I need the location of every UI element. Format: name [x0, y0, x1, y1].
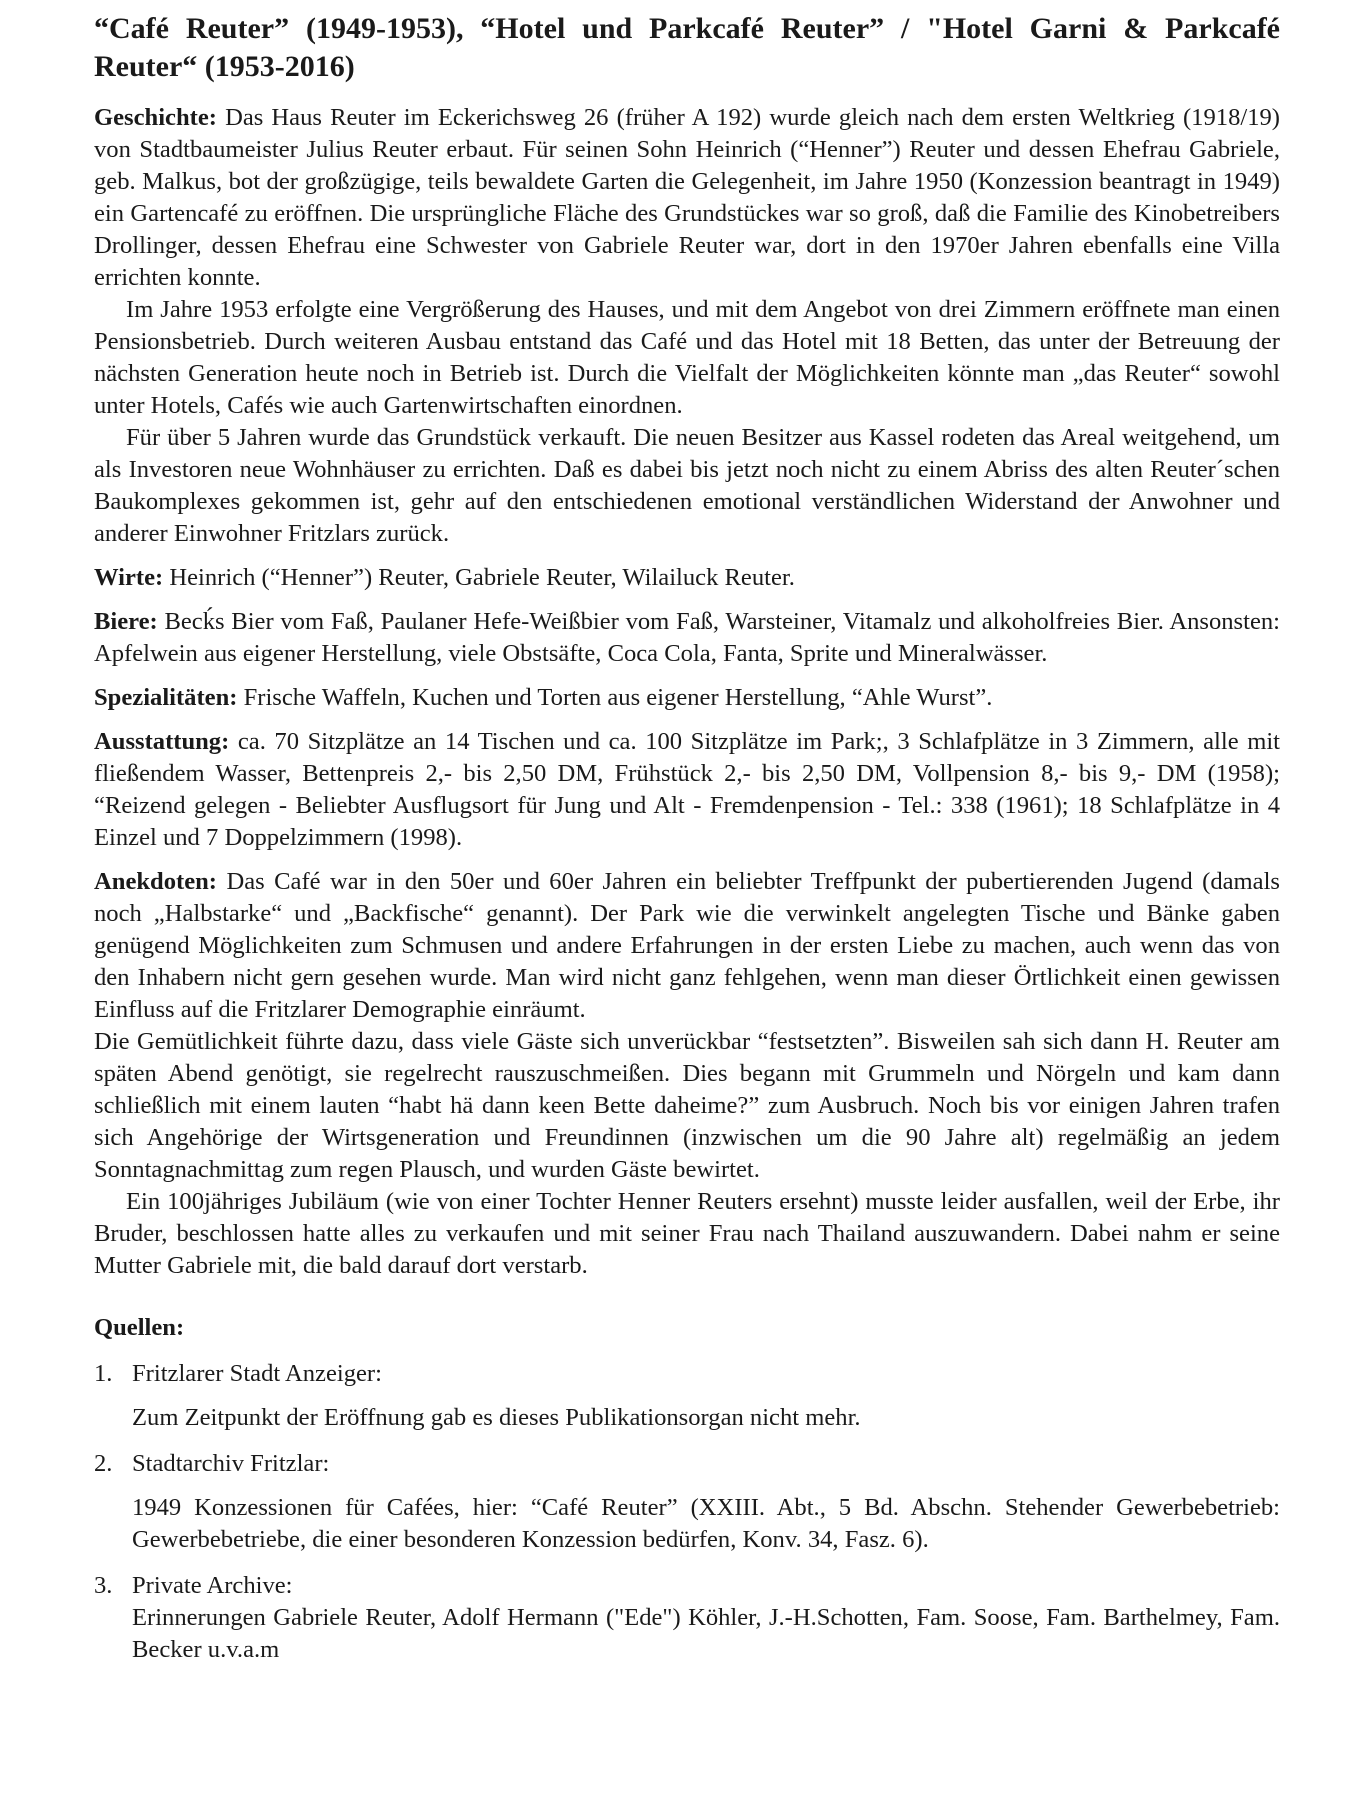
quellen-heading: Quellen:	[94, 1314, 185, 1341]
anekdoten-paragraph-2: Die Gemütlichkeit führte dazu, dass viele Gäste sich unverückbar “festsetzten”. Bisweilen sah sich dann H. Reuter am späten Abend genötigt, sie regelrecht rauszuschmeißen. Dies begann mit Grummeln und Nörgeln und kam dann schließlich mit einem lauten “habt hä dann keen Bette daheime?” zum Ausbruch. Noch bis vor einigen Jahren trafen sich Angehörige der Wirtsgeneration und Freundinnen (inzwischen um die 90 Jahre alt) regelmäßig an jedem Sonntagnachmittag zum regen Plausch, und wurden Gäste bewirtet.	[94, 1028, 1280, 1183]
ausstattung-label: Ausstattung:	[94, 728, 230, 755]
source-number: 3.	[94, 1572, 113, 1599]
ausstattung-text: ca. 70 Sitzplätze an 14 Tischen und ca. 100 Sitzplätze im Park;, 3 Schlafplätze in 3 Zimmern, alle mit fließendem Wasser, Bettenpreis 2,- bis 2,50 DM, Frühstück 2,- bis 2,50 DM, Vollpension 8,- bis 9,- DM (1958); “Reizend gelegen - Beliebter Ausflugsort für Jung und Alt - Fremdenpension - Tel.: 338 (1961); 18 Schlafplätze in 4 Einzel und 7 Doppelzimmern (1998).	[94, 728, 1280, 851]
section-spezialitaeten	[94, 682, 1280, 714]
spezialitaeten-label: Spezialitäten:	[94, 684, 238, 711]
section-biere	[94, 606, 1280, 670]
section-geschichte	[94, 102, 1280, 550]
source-detail: Erinnerungen Gabriele Reuter, Adolf Hermann ("Ede") Köhler, J.-H.Schotten, Fam. Soose, Fam. Barthelmey, Fam. Becker u.v.a.m	[132, 1604, 1280, 1663]
source-item	[94, 1570, 1280, 1666]
section-anekdoten	[94, 866, 1280, 1282]
anekdoten-text-1: Das Café war in den 50er und 60er Jahren ein beliebter Treffpunkt der pubertierenden Jugend (damals noch „Halbstarke“ und „Backfische“ genannt). Der Park wie die verwinkelt angelegten Tische und Bänke gaben genügend Möglichkeiten zum Schmusen und andere Erfahrungen in der ersten Liebe zu machen, auch wenn das von den Inhabern nicht gern gesehen wurde. Man wird nicht ganz fehlgehen, wenn man dieser Örtlichkeit einen gewissen Einfluss auf die Fritzlarer Demographie einräumt.	[94, 868, 1280, 1023]
spezialitaeten-text: Frische Waffeln, Kuchen und Torten aus eigener Herstellung, “Ahle Wurst”.	[243, 684, 993, 711]
geschichte-label: Geschichte:	[94, 104, 217, 131]
geschichte-paragraph-1	[94, 102, 1280, 294]
wirte-text: Heinrich (“Henner”) Reuter, Gabriele Reuter, Wilailuck Reuter.	[169, 564, 795, 591]
section-wirte	[94, 562, 1280, 594]
page-title: “Café Reuter” (1949-1953), “Hotel und Parkcafé Reuter” / "Hotel Garni & Parkcafé Reuter“ (1953-2016)	[94, 12, 1280, 83]
source-title: Private Archive:	[132, 1572, 293, 1599]
section-quellen	[94, 1312, 1280, 1666]
geschichte-paragraph-2: Im Jahre 1953 erfolgte eine Vergrößerung des Hauses, und mit dem Angebot von drei Zimmern eröffnete man einen Pensionsbetrieb. Durch weiteren Ausbau entstand das Café und das Hotel mit 18 Betten, das unter der Betreuung der nächsten Generation heute noch in Betrieb ist. Durch die Vielfalt der Möglichkeiten könnte man „das Reuter“ sowohl unter Hotels, Cafés wie auch Gartenwirtschaften einordnen.	[94, 296, 1280, 419]
biere-text: Becḱs Bier vom Faß, Paulaner Hefe-Weißbier vom Faß, Warsteiner, Vitamalz und alkoholfreies Bier. Ansonsten: Apfelwein aus eigener Herstellung, viele Obstsäfte, Coca Cola, Fanta, Sprite und Mineralwässer.	[94, 608, 1280, 667]
anekdoten-paragraph-1	[94, 866, 1280, 1026]
source-number: 1.	[94, 1360, 113, 1387]
source-title: Stadtarchiv Fritzlar:	[132, 1450, 330, 1477]
source-detail: 1949 Konzessionen für Cafées, hier: “Café Reuter” (XXIII. Abt., 5 Bd. Abschn. Stehender Gewerbebetrieb: Gewerbebetriebe, die einer besonderen Konzession bedürfen, Konv. 34, Fasz. 6).	[132, 1494, 1280, 1553]
source-item	[94, 1358, 1280, 1434]
geschichte-paragraph-3: Für über 5 Jahren wurde das Grundstück verkauft. Die neuen Besitzer aus Kassel rodeten das Areal weitgehend, um als Investoren neue Wohnhäuser zu errichten. Daß es dabei bis jetzt noch nicht zu einem Abriss des alten Reuter´schen Baukomplexes gekommen ist, gehr auf den entschiedenen emotional verständlichen Widerstand der Anwohner und anderer Einwohner Fritzlars zurück.	[94, 424, 1280, 547]
biere-label: Biere:	[94, 608, 158, 635]
section-ausstattung	[94, 726, 1280, 854]
source-number: 2.	[94, 1450, 113, 1477]
source-detail: Zum Zeitpunkt der Eröffnung gab es dieses Publikationsorgan nicht mehr.	[132, 1404, 861, 1431]
wirte-label: Wirte:	[94, 564, 164, 591]
anekdoten-paragraph-3: Ein 100jähriges Jubiläum (wie von einer Tochter Henner Reuters ersehnt) musste leider ausfallen, weil der Erbe, ihr Bruder, beschlossen hatte alles zu verkaufen und mit seiner Frau nach Thailand auszuwandern. Dabei nahm er seine Mutter Gabriele mit, die bald darauf dort verstarb.	[94, 1188, 1280, 1279]
anekdoten-label: Anekdoten:	[94, 868, 217, 895]
source-item	[94, 1448, 1280, 1556]
geschichte-text-1: Das Haus Reuter im Eckerichsweg 26 (früher A 192) wurde gleich nach dem ersten Weltkrieg (1918/19) von Stadtbaumeister Julius Reuter erbaut. Für seinen Sohn Heinrich (“Henner”) Reuter und dessen Ehefrau Gabriele, geb. Malkus, bot der großzügige, teils bewaldete Garten die Gelegenheit, im Jahre 1950 (Konzession beantragt in 1949) ein Gartencafé zu eröffnen. Die ursprüngliche Fläche des Grundstückes war so groß, daß die Familie des Kinobetreibers Drollinger, dessen Ehefrau eine Schwester von Gabriele Reuter war, dort in den 1970er Jahren ebenfalls eine Villa errichten konnte.	[94, 104, 1280, 291]
source-title: Fritzlarer Stadt Anzeiger:	[132, 1360, 382, 1387]
